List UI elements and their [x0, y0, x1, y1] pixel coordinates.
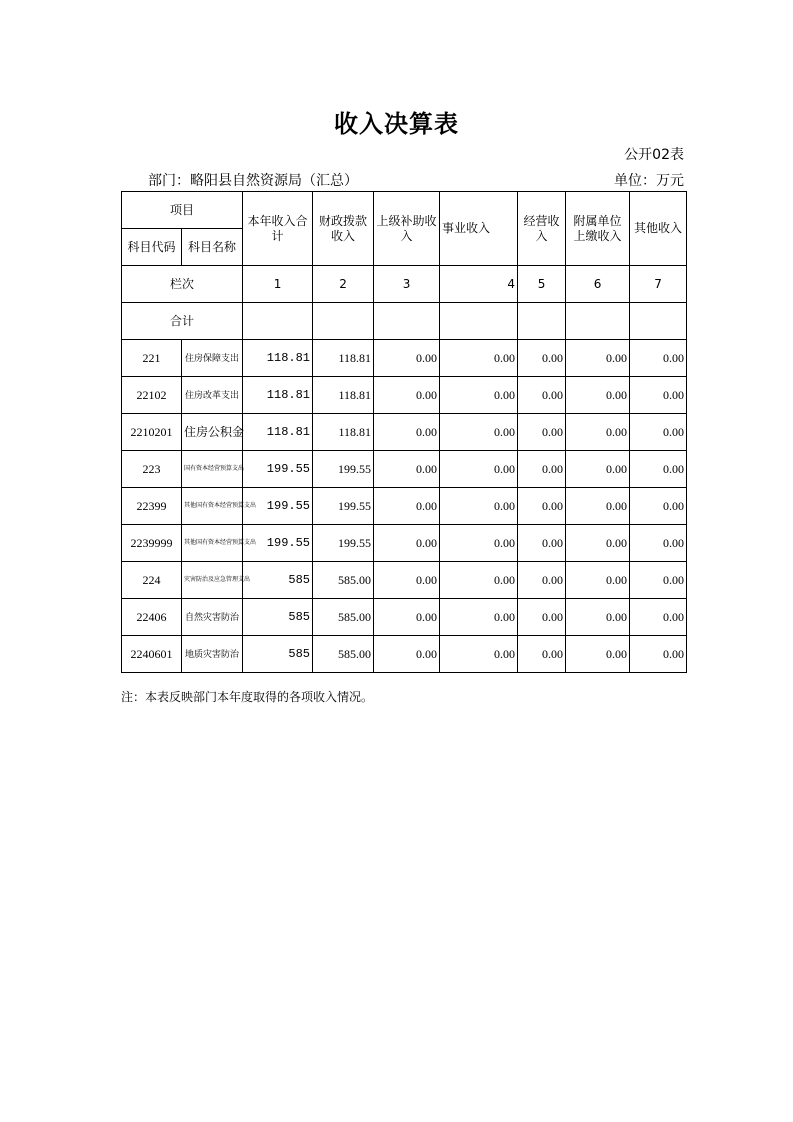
row-total: 118.81	[243, 340, 313, 377]
row-total: 199.55	[243, 451, 313, 488]
row-fiscal: 199.55	[313, 451, 374, 488]
table-row	[122, 340, 687, 377]
row-business: 0.00	[440, 562, 518, 599]
row-operating: 0.00	[518, 451, 566, 488]
row-superior: 0.00	[374, 377, 440, 414]
row-total: 118.81	[243, 377, 313, 414]
column-number: 4	[440, 266, 518, 303]
row-total: 585	[243, 599, 313, 636]
row-name: 自然灾害防治	[182, 599, 243, 636]
row-fiscal: 199.55	[313, 488, 374, 525]
row-operating: 0.00	[518, 340, 566, 377]
row-operating: 0.00	[518, 488, 566, 525]
total-cell	[243, 303, 313, 340]
row-name: 住房公积金	[182, 414, 243, 451]
row-business: 0.00	[440, 414, 518, 451]
row-affiliated: 0.00	[566, 636, 630, 673]
table-row	[122, 525, 687, 562]
table-row	[122, 636, 687, 673]
row-code: 224	[122, 562, 182, 599]
row-affiliated: 0.00	[566, 451, 630, 488]
row-other: 0.00	[630, 451, 687, 488]
row-fiscal: 118.81	[313, 377, 374, 414]
row-affiliated: 0.00	[566, 525, 630, 562]
table-row	[122, 414, 687, 451]
row-affiliated: 0.00	[566, 414, 630, 451]
total-cell	[566, 303, 630, 340]
header-fiscal: 财政拨款收入	[313, 192, 374, 266]
column-number: 5	[518, 266, 566, 303]
row-code: 22102	[122, 377, 182, 414]
row-affiliated: 0.00	[566, 599, 630, 636]
row-superior: 0.00	[374, 340, 440, 377]
row-business: 0.00	[440, 488, 518, 525]
row-superior: 0.00	[374, 599, 440, 636]
income-table	[121, 191, 687, 673]
row-operating: 0.00	[518, 562, 566, 599]
row-operating: 0.00	[518, 525, 566, 562]
row-other: 0.00	[630, 599, 687, 636]
row-superior: 0.00	[374, 636, 440, 673]
row-other: 0.00	[630, 340, 687, 377]
row-business: 0.00	[440, 340, 518, 377]
header-business: 事业收入	[440, 192, 518, 266]
row-other: 0.00	[630, 414, 687, 451]
header-affiliated: 附属单位上缴收入	[566, 192, 630, 266]
table-row	[122, 599, 687, 636]
row-affiliated: 0.00	[566, 488, 630, 525]
total-cell	[374, 303, 440, 340]
row-other: 0.00	[630, 562, 687, 599]
row-superior: 0.00	[374, 562, 440, 599]
column-number: 3	[374, 266, 440, 303]
row-total: 199.55	[243, 488, 313, 525]
column-number: 2	[313, 266, 374, 303]
row-total: 199.55	[243, 525, 313, 562]
table-row	[122, 562, 687, 599]
row-name: 地质灾害防治	[182, 636, 243, 673]
row-other: 0.00	[630, 377, 687, 414]
row-fiscal: 585.00	[313, 636, 374, 673]
header-superior: 上级补助收入	[374, 192, 440, 266]
row-business: 0.00	[440, 451, 518, 488]
row-name: 其他国有资本经营预算支出	[182, 525, 243, 562]
row-code: 22406	[122, 599, 182, 636]
row-superior: 0.00	[374, 525, 440, 562]
total-cell	[440, 303, 518, 340]
header-project: 项目	[122, 192, 243, 229]
row-fiscal: 585.00	[313, 599, 374, 636]
row-affiliated: 0.00	[566, 340, 630, 377]
row-name: 国有资本经营预算支出	[182, 451, 243, 488]
total-row-label: 合计	[122, 303, 243, 340]
header-code: 科目代码	[122, 229, 182, 266]
row-other: 0.00	[630, 488, 687, 525]
row-fiscal: 118.81	[313, 340, 374, 377]
row-code: 2239999	[122, 525, 182, 562]
row-business: 0.00	[440, 599, 518, 636]
page-title: 收入决算表	[334, 110, 459, 138]
form-number: 公开02表	[624, 147, 684, 163]
row-total: 585	[243, 636, 313, 673]
column-number: 6	[566, 266, 630, 303]
row-other: 0.00	[630, 525, 687, 562]
row-operating: 0.00	[518, 377, 566, 414]
row-code: 22399	[122, 488, 182, 525]
row-code: 223	[122, 451, 182, 488]
row-affiliated: 0.00	[566, 562, 630, 599]
row-superior: 0.00	[374, 451, 440, 488]
department-label: 部门：略阳县自然资源局（汇总）	[148, 173, 358, 189]
row-total: 585	[243, 562, 313, 599]
total-cell	[630, 303, 687, 340]
row-name: 灾害防治及应急管理支出	[182, 562, 243, 599]
row-business: 0.00	[440, 636, 518, 673]
header-operating: 经营收入	[518, 192, 566, 266]
total-cell	[313, 303, 374, 340]
total-cell	[518, 303, 566, 340]
table-row	[122, 488, 687, 525]
row-fiscal: 199.55	[313, 525, 374, 562]
row-name: 住房保障支出	[182, 340, 243, 377]
row-fiscal: 585.00	[313, 562, 374, 599]
footnote: 注：本表反映部门本年度取得的各项收入情况。	[121, 690, 374, 704]
row-business: 0.00	[440, 525, 518, 562]
row-superior: 0.00	[374, 488, 440, 525]
row-other: 0.00	[630, 636, 687, 673]
row-code: 2210201	[122, 414, 182, 451]
row-name: 其他国有资本经营预算支出	[182, 488, 243, 525]
header-total: 本年收入合计	[243, 192, 313, 266]
table-row	[122, 377, 687, 414]
column-number: 7	[630, 266, 687, 303]
row-business: 0.00	[440, 377, 518, 414]
row-code: 2240601	[122, 636, 182, 673]
row-operating: 0.00	[518, 599, 566, 636]
row-fiscal: 118.81	[313, 414, 374, 451]
unit-label: 单位：万元	[614, 173, 684, 189]
row-affiliated: 0.00	[566, 377, 630, 414]
column-number: 1	[243, 266, 313, 303]
table-row	[122, 451, 687, 488]
row-name: 住房改革支出	[182, 377, 243, 414]
row-code: 221	[122, 340, 182, 377]
column-number-label: 栏次	[122, 266, 243, 303]
header-name: 科目名称	[182, 229, 243, 266]
row-total: 118.81	[243, 414, 313, 451]
row-superior: 0.00	[374, 414, 440, 451]
row-operating: 0.00	[518, 636, 566, 673]
row-operating: 0.00	[518, 414, 566, 451]
header-other: 其他收入	[630, 192, 687, 266]
